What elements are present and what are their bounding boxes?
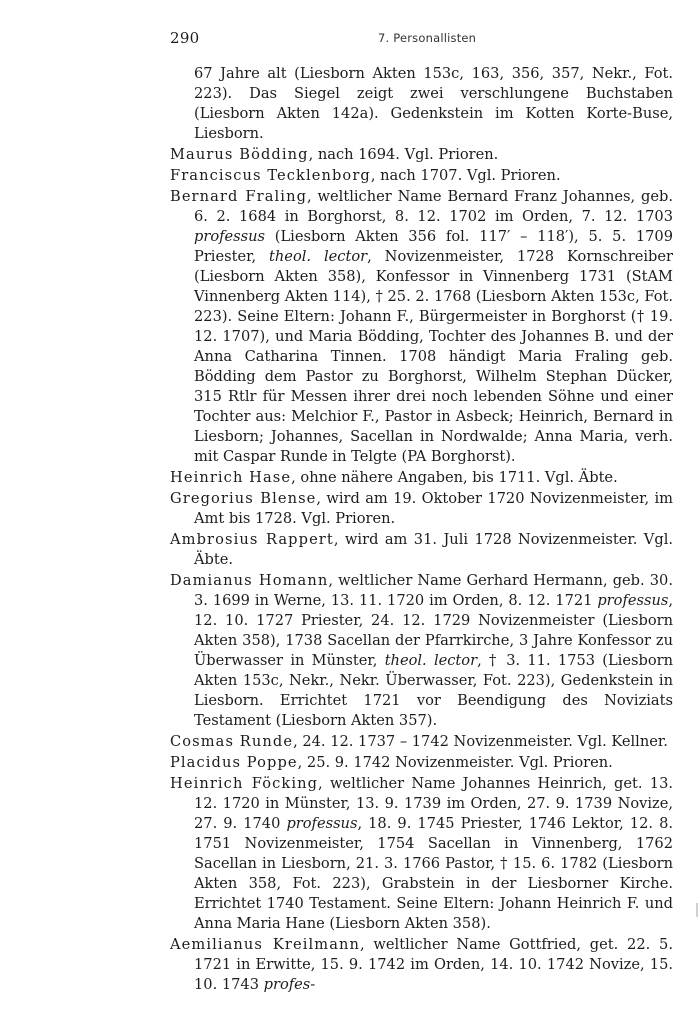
entry-name: Bernard Fraling: [170, 188, 308, 205]
entry-text: , † 3. 11. 1753 (Liesborn Akten 153c, Nekr., Nekr. Überwasser, Fot. 223), Gedenkstein in Liesborn. Errichtet 1721 vor Beendigung des Noviziats Testament (Liesborn Akten 357).: [194, 652, 673, 729]
entry-name: Ambrosius Rappert: [170, 531, 334, 548]
italic-term: professus: [194, 228, 266, 245]
list-entry: [170, 145, 673, 165]
page-edge-mark: [696, 903, 698, 917]
entry-text: (Liesborn Akten 356 fol. 117′ – 118′), 5. 5. 1709 Priester,: [194, 228, 673, 265]
italic-term: theol. lector: [384, 652, 478, 669]
list-entry: [170, 935, 673, 995]
entry-text: , weltlicher Name Gottfried, get. 22. 5. 1721 in Erwitte, 15. 9. 1742 im Orden, 14. 10. 1742 Novize, 15. 10. 1743: [194, 936, 673, 993]
personnel-list: [170, 64, 673, 996]
italic-term: profes-: [263, 976, 316, 993]
entry-name: Maurus Bödding: [170, 146, 309, 163]
entry-text: , ohne nähere Angaben, bis 1711. Vgl. Äbte.: [291, 469, 618, 486]
entry-text: , 12. 10. 1727 Priester, 24. 12. 1729 Novizenmeister (Liesborn Akten 358), 1738 Sacellan der Pfarrkirche, 3 Jahre Konfessor zu Überwasser in Münster,: [194, 592, 673, 669]
list-entry: [170, 489, 673, 529]
running-title: 7. Personallisten: [378, 31, 477, 45]
list-entry: [170, 774, 673, 934]
entry-text: , nach 1694. Vgl. Prioren.: [308, 146, 499, 163]
entry-name: Heinrich Föcking: [170, 775, 319, 792]
page-number: 290: [170, 29, 200, 47]
entry-name: Heinrich Hase: [170, 469, 292, 486]
italic-term: theol. lector: [269, 248, 368, 265]
entry-name: Franciscus Tecklenborg: [170, 167, 371, 184]
list-entry: [170, 732, 673, 752]
entry-text: , 24. 12. 1737 – 1742 Novizenmeister. Vgl. Kellner.: [293, 733, 668, 750]
entry-text: 67 Jahre alt (Liesborn Akten 153c, 163, 356, 357, Nekr., Fot. 223). Das Siegel zeigt zwei verschlungene Buchstaben (Liesborn Akten 142a). Gedenkstein im Kotten Korte-Buse, Liesborn.: [194, 65, 673, 142]
entry-text: , weltlicher Name Johannes Heinrich, get. 13. 12. 1720 in Münster, 13. 9. 1739 im Orden, 27. 9. 1739 Novize, 27. 9. 1740: [194, 775, 673, 832]
italic-term: professus: [597, 592, 669, 609]
italic-term: professus: [286, 815, 358, 832]
entry-name: Cosmas Runde: [170, 733, 294, 750]
list-entry: [170, 468, 673, 488]
list-entry: [170, 530, 673, 570]
list-entry: [170, 187, 673, 467]
entry-text: , 18. 9. 1745 Priester, 1746 Lektor, 12. 8. 1751 Novizenmeister, 1754 Sacellan in Vinnenberg, 1762 Sacellan in Liesborn, 21. 3. 1766 Pastor, † 15. 6. 1782 (Liesborn Akten 358, Fot. 223), Grabstein in der Liesborner Kirche. Errichtet 1740 Testament. Seine Eltern: Johann Heinrich F. und Anna Maria Hane (Liesborn Akten 358).: [194, 815, 673, 932]
list-entry: [170, 753, 673, 773]
entry-text: , weltlicher Name Gerhard Hermann, geb. 30. 3. 1699 in Werne, 13. 11. 1720 im Orden, 8. 12. 1721: [194, 572, 673, 609]
entry-text: , wird am 31. Juli 1728 Novizenmeister. Vgl. Äbte.: [194, 531, 673, 568]
list-entry: [170, 64, 673, 144]
list-entry: [170, 166, 673, 186]
entry-text: , nach 1707. Vgl. Prioren.: [370, 167, 561, 184]
entry-text: , Novizenmeister, 1728 Kornschreiber (Liesborn Akten 358), Konfessor in Vinnenberg 1731 (StAM Vinnenberg Akten 114), † 25. 2. 1768 (Liesborn Akten 153c, Fot. 223). Seine Eltern: Johann F., Bürgermeister in Borghorst († 19. 12. 1707), und Maria Bödding, Tochter des Johannes B. und der Anna Catharina Tinnen. 1708 händigt Maria Fraling geb. Bödding dem Pastor zu Borghorst, Wilhelm Stephan Dücker, 315 Rtlr für Messen ihrer drei noch lebenden Söhne und einer Tochter aus: Melchior F., Pastor in Asbeck; Heinrich, Bernard in Liesborn; Johannes, Sacellan in Nordwalde; Anna Maria, verh. mit Caspar Runde in Telgte (PA Borghorst).: [194, 248, 673, 465]
entry-text: , wird am 19. Oktober 1720 Novizenmeister, im Amt bis 1728. Vgl. Prioren.: [194, 490, 673, 527]
entry-text: , 25. 9. 1742 Novizenmeister. Vgl. Prioren.: [297, 754, 613, 771]
entry-name: Placidus Poppe: [170, 754, 298, 771]
entry-name: Aemilianus Kreilmann: [170, 936, 360, 953]
list-entry: [170, 571, 673, 731]
page-header: [170, 29, 670, 49]
entry-name: Gregorius Blense: [170, 490, 317, 507]
entry-text: , weltlicher Name Bernard Franz Johannes, geb. 6. 2. 1684 in Borghorst, 8. 12. 1702 im Orden, 7. 12. 1703: [194, 188, 673, 225]
entry-name: Damianus Homann: [170, 572, 329, 589]
